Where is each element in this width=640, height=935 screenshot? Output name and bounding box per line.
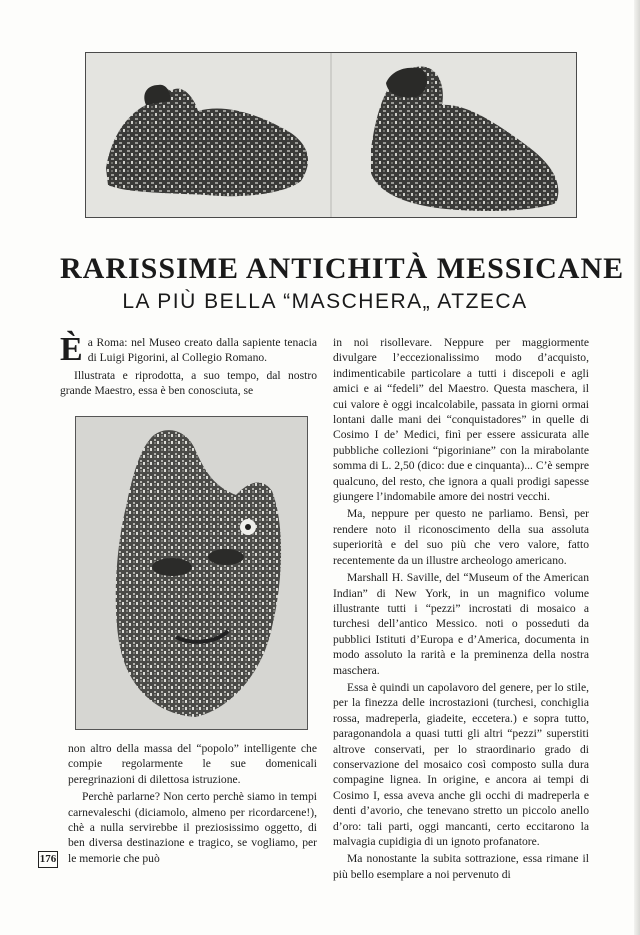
drop-cap: È bbox=[60, 331, 83, 368]
left-paragraph-2: Illustrata e riprodotta, a suo tempo, dal nostro grande Maestro, essa è ben conosciuta, se bbox=[60, 368, 317, 398]
left-column-top bbox=[60, 331, 317, 399]
right-column bbox=[333, 335, 589, 882]
right-paragraph-2: Ma, neppure per questo ne parliamo. Bensì, per rendere noto il riconoscimento della sua assoluta superiorità e del suo più che vero valore, fatto recentemente da un illustre archeologo americano. bbox=[333, 507, 589, 567]
right-paragraph-5: Ma nonostante la subita sottrazione, essa rimane il più bello esemplare a noi pervenuto di bbox=[333, 852, 589, 881]
right-paragraph-1: in noi risollevare. Neppure per maggiormente divulgare l’eccezionalissimo modo d’acquisto, indimenticabile particolare a tutti i discepoli e agli amici e ai “fedeli” del Maestro. Questa maschera, il cui valore è oggi incalcolabile, passata in giorni ormai lontani dalle mani dei “conquistadores” in quelle di Cosimo I de’ Medici, finì per essere assicurata alle pubbliche collezioni “pigoriniane” con la mirabolante somma di L. 2,50 (dico: due e cinquanta)... C’è sempre qualcuno, del resto, che ignora a quali prodigi sapesse giungere l’indomabile amore dei nostri vecchi. bbox=[333, 336, 589, 504]
page-number: 176 bbox=[38, 851, 58, 868]
right-paragraph-3: Marshall H. Saville, del “Museum of the American Indian” di New York, in un magnifico volume illustrante tutti i “pezzi” incrostati di mosaico a turchesi dell’antico Messico. noti o posseduti da pubblici Istituti d’Europa e d’America, documenta in modo assoluto la rarità e la preminenza della nostra maschera. bbox=[333, 571, 589, 677]
aztec-mask-photo bbox=[75, 416, 308, 730]
left-column-bottom bbox=[68, 741, 317, 866]
article-subheadline: LA PIÙ BELLA “MASCHERA„ ATZECA bbox=[122, 290, 528, 313]
article-headline: RARISSIME ANTICHITÀ MESSICANE bbox=[60, 252, 625, 285]
left-bottom-paragraph-1: non altro della massa del “popolo” intelligente che compie regolarmente le sue domenicali peregrinazioni di dilettosa istruzione. bbox=[68, 742, 317, 786]
right-paragraph-4: Essa è quindi un capolavoro del genere, per lo stile, per la finezza delle incrostazioni (turchesi, conchiglia rossa, madreperla, giadeite, eccetera.) e sopra tutto, paragonandola a quasi tutti gli altri “pezzi” superstiti altrove conservati, per lo straordinario grado di conservazione del mosaico così composto sulla dura compagine lignea. In origine, e ancora ai tempi di Cosimo I, essa aveva anche gli occhi di madreperla e denti d’avorio, che tenevano stretto un piccolo anello d’oro: tali parti, oggi mancanti, certo eccitarono la malvagia cupidigia di un ignoto profanatore. bbox=[333, 680, 589, 848]
left-bottom-paragraph-2: Perchè parlarne? Non certo perchè siamo in tempi carnevaleschi (diciamolo, almeno per ricordarcene!), chè a nulla servirebbe il preziosissimo oggetto, di ben diversa destinazione e tragico, se vogliamo, per le memorie che può bbox=[68, 790, 317, 865]
page-edge bbox=[634, 0, 640, 935]
left-paragraph-1-text: a Roma: nel Museo creato dalla sapiente tenacia di Luigi Pigorini, al Collegio Romano. bbox=[87, 336, 317, 365]
mosaic-objects-photo bbox=[85, 52, 577, 218]
left-paragraph-1 bbox=[60, 331, 317, 368]
